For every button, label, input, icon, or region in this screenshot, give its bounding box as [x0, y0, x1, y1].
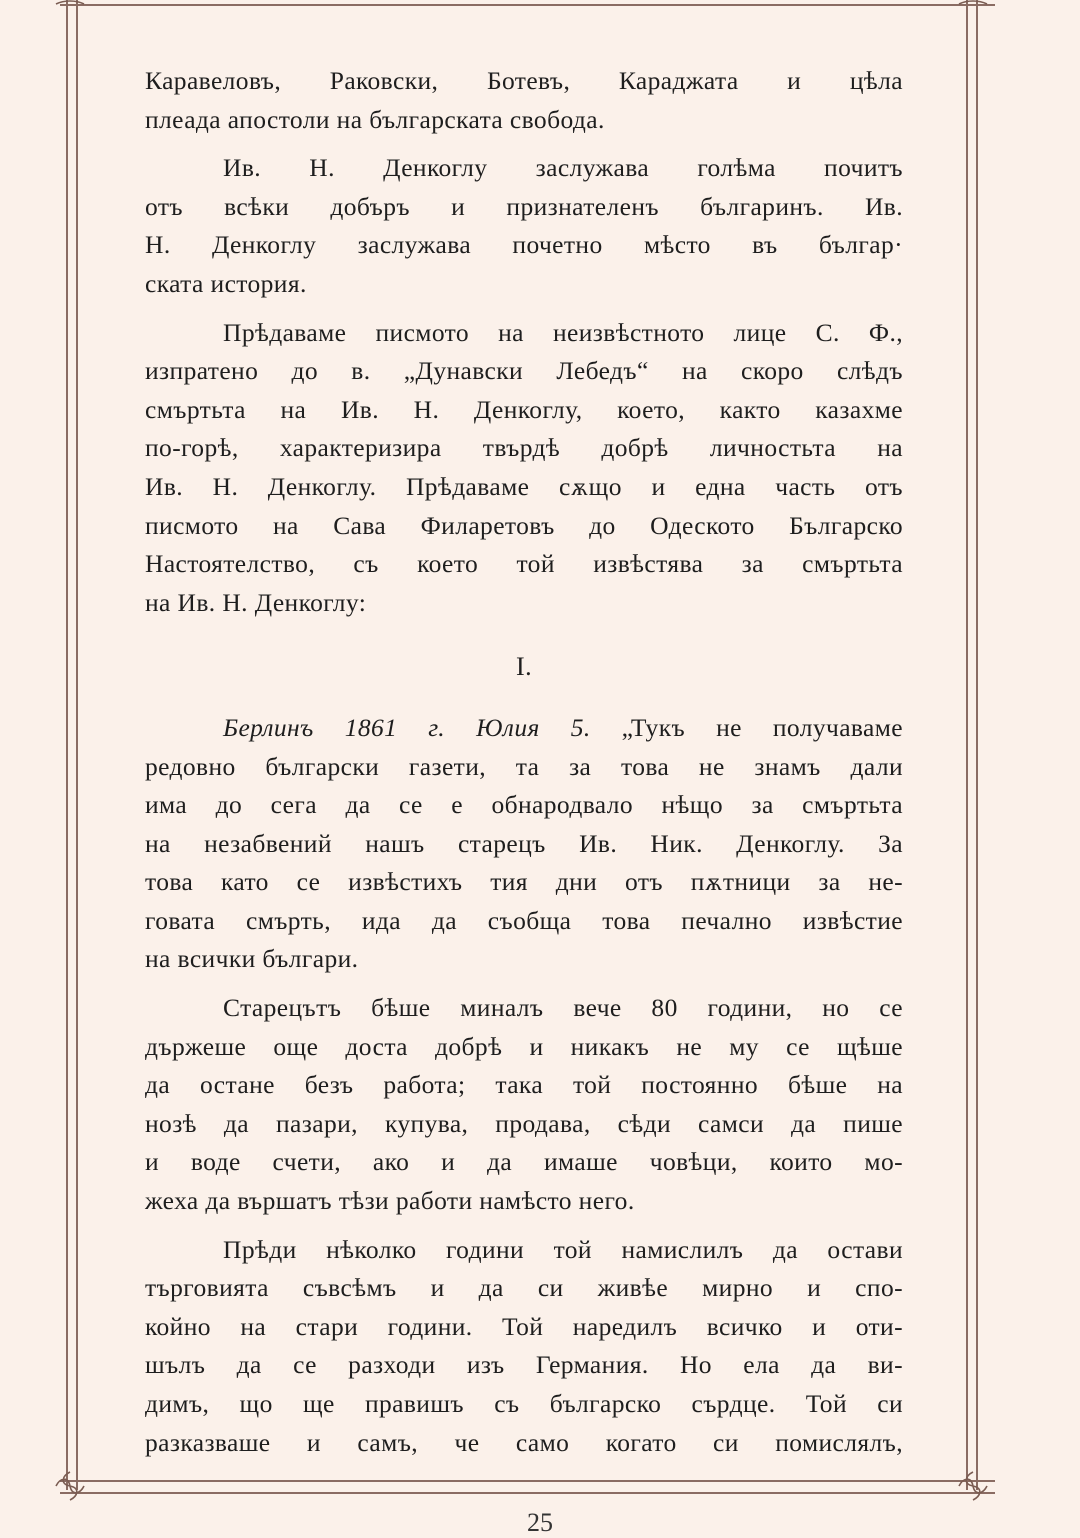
- text-line: да остане безъ работа; така той постоянно бѣше на: [145, 1070, 903, 1100]
- text-line: има до сега да се е обнародвало нѣщо за смъртьта: [145, 790, 903, 820]
- paragraph: [145, 62, 903, 139]
- text-line: по-горѣ, характеризира твърдѣ добрѣ личностьта на: [145, 433, 903, 463]
- corner-ornament-icon: [955, 1468, 991, 1504]
- text-line: говата смърть, ида да съобща това печално извѣстие: [145, 905, 903, 935]
- text-line: изпратено до в. „Дунавски Лебедъ“ на скоро слѣдъ: [145, 356, 903, 386]
- corner-ornament-icon: [52, 1468, 88, 1504]
- text-line: Прѣди нѣколко години той намислилъ да остави: [223, 1234, 903, 1264]
- letter-paragraph: [145, 989, 903, 1221]
- text-line: Каравеловъ, Раковски, Ботевъ, Караджата и цѣла: [145, 66, 903, 95]
- paragraph: [145, 149, 903, 303]
- text-line: Ив. Н. Денкоглу заслужава голѣма почитъ: [223, 153, 903, 183]
- page-number: 25: [527, 1508, 553, 1537]
- letter-paragraph: [145, 709, 903, 979]
- text-line: редовно български газети, та за това не знамъ дали: [145, 751, 903, 781]
- page-body: [145, 62, 903, 1472]
- text-line: отъ всѣки добъръ и признателенъ българинъ. Ив.: [145, 191, 903, 221]
- frame-left-inner: [76, 0, 78, 1490]
- text-line: Прѣдаваме писмото на неизвѣстното лице С. Ф.,: [223, 317, 903, 347]
- text-line: това като се извѣстихъ тия дни отъ пѫтници за не-: [145, 867, 903, 897]
- text-line: нозѣ да пазари, купува, продава, сѣди самси да пише: [145, 1108, 903, 1138]
- frame-bottom-outer: [60, 1480, 995, 1482]
- text-line: смъртьта на Ив. Н. Денкоглу, което, както казахме: [145, 394, 903, 424]
- text-line: Настоятелство, съ което той извѣстява за смъртьта: [145, 549, 903, 579]
- text-line: и воде счети, ако и да имаше човѣци, които мо-: [145, 1147, 903, 1177]
- section-heading: I.: [516, 652, 532, 682]
- text-line: плеада апостоли на българската свобода.: [145, 104, 605, 134]
- text-line: на незабвений нашъ старецъ Ив. Ник. Денкоглу. За: [145, 828, 903, 858]
- text-line: шълъ да се разходи изъ Германия. Но ела да ви-: [145, 1350, 903, 1380]
- text-line: на всички българи.: [145, 944, 359, 974]
- frame-right-outer: [976, 0, 978, 1490]
- frame-left-outer: [66, 0, 68, 1490]
- text-line: ската история.: [145, 268, 307, 298]
- text-line: разказваше и самъ, че само когато си помислялъ,: [145, 1427, 903, 1457]
- corner-ornament-icon: [955, 0, 991, 22]
- frame-right-inner: [966, 0, 968, 1490]
- letter-dateline: Берлинъ 1861 г. Юлия 5.: [223, 712, 591, 742]
- text-line: жеха да вършатъ тѣзи работи намѣсто него.: [145, 1186, 635, 1216]
- letter-paragraph: [145, 1231, 903, 1463]
- text-line: койно на стари години. Той наредилъ всичко и оти-: [145, 1311, 903, 1341]
- text-line: Ив. Н. Денкоглу. Прѣдаваме сѫщо и една часть отъ: [145, 471, 903, 501]
- text-line: [145, 709, 903, 748]
- text-line: държеше още доста добрѣ и никакъ не му се щѣше: [145, 1031, 903, 1061]
- paragraph: [145, 314, 903, 623]
- frame-top: [60, 4, 995, 6]
- text-line: търговията съвсѣмъ и да си живѣе мирно и спо-: [145, 1273, 903, 1303]
- corner-ornament-icon: [52, 0, 88, 22]
- text-line: Н. Денкоглу заслужава почетно мѣсто въ българ·: [145, 230, 903, 260]
- text-line: Старецътъ бѣше миналъ вече 80 години, но се: [223, 993, 903, 1023]
- text-line: на Ив. Н. Денкоглу:: [145, 587, 367, 617]
- letter-opening: „Тукъ не получаваме: [590, 712, 903, 742]
- text-line: димъ, що ще правишъ съ българско сърдце. Той си: [145, 1389, 903, 1418]
- frame-bottom-inner: [60, 1492, 995, 1494]
- text-line: писмото на Сава Филаретовъ до Одеското Българско: [145, 510, 903, 540]
